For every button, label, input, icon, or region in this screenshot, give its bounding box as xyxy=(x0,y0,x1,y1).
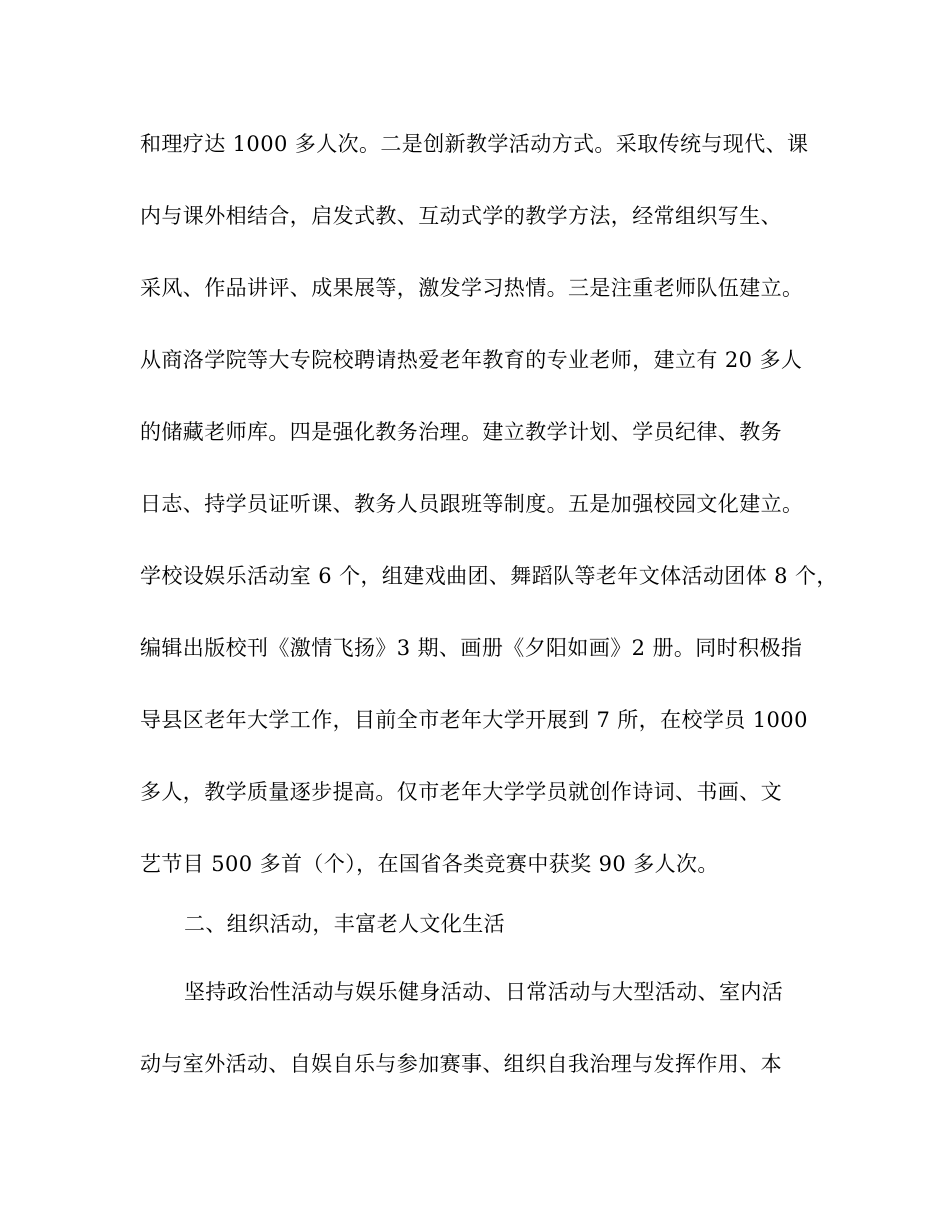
paragraph-line: 日志、持学员证听课、教务人员跟班等制度。五是加强校园文化建立。 xyxy=(140,492,804,516)
paragraph-line: 编辑出版校刊《激情飞扬》3 期、画册《夕阳如画》2 册。同时积极指 xyxy=(140,636,803,660)
paragraph-line: 内与课外相结合，启发式教、互动式学的教学方法，经常组织写生、 xyxy=(140,204,782,228)
paragraph-line: 学校设娱乐活动室 6 个，组建戏曲团、舞蹈队等老年文体活动团体 8 个， xyxy=(140,564,838,588)
paragraph-line: 多人，教学质量逐步提高。仅市老年大学学员就创作诗词、书画、文 xyxy=(140,780,782,804)
paragraph-line: 坚持政治性活动与娱乐健身活动、日常活动与大型活动、室内活 xyxy=(184,980,784,1004)
paragraph-line: 和理疗达 1000 多人次。二是创新教学活动方式。采取传统与现代、课 xyxy=(140,132,809,156)
paragraph-line: 动与室外活动、自娱自乐与参加赛事、组织自我治理与发挥作用、本 xyxy=(140,1052,782,1076)
paragraph-line: 的储藏老师库。四是强化教务治理。建立教学计划、学员纪律、教务 xyxy=(140,420,782,444)
paragraph-line: 导县区老年大学工作，目前全市老年大学开展到 7 所，在校学员 1000 xyxy=(140,708,808,732)
paragraph-line: 艺节目 500 多首（个），在国省各类竞赛中获奖 90 多人次。 xyxy=(140,852,719,876)
paragraph-line: 从商洛学院等大专院校聘请热爱老年教育的专业老师，建立有 20 多人 xyxy=(140,348,803,372)
paragraph-line: 采风、作品讲评、成果展等，激发学习热情。三是注重老师队伍建立。 xyxy=(140,276,804,300)
section-heading: 二、组织活动，丰富老人文化生活 xyxy=(184,912,505,936)
